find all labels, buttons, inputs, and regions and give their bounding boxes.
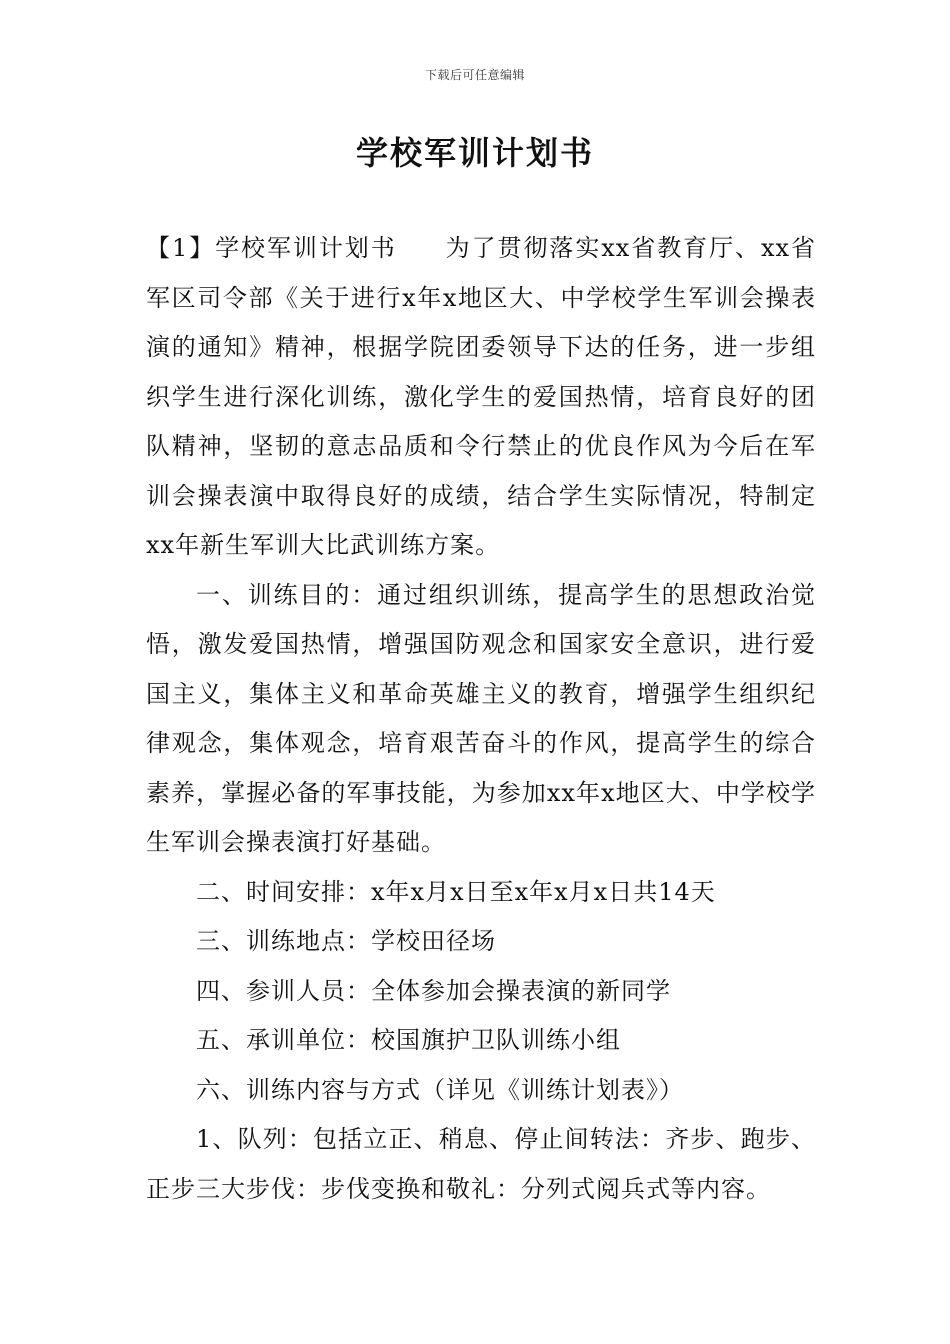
header-note: 下载后可任意编辑 <box>424 68 525 82</box>
section-purpose: 一、训练目的：通过组织训练，提高学生的思想政治觉悟，激发爱国热情，增强国防观念和国家安全意识，进行爱国主义，集体主义和革命英雄主义的教育，增强学生组织纪律观念，集体观念，培育艰苦奋斗的作风，提高学生的综合素养，掌握必备的军事技能，为参加xx年x地区大、中学校学生军训会操表演打好基础。 <box>146 580 816 856</box>
section-drill: 1、队列：包括立正、稍息、停止间转法：齐步、跑步、正步三大步伐：步伐变换和敬礼：分列式阅兵式等内容。 <box>146 1125 816 1203</box>
page-title: 学校军训计划书 <box>355 134 594 172</box>
section-unit: 五、承训单位：校国旗护卫队训练小组 <box>196 1026 621 1054</box>
document-body <box>146 224 816 1214</box>
section-participants: 四、参训人员：全体参加会操表演的新同学 <box>196 976 671 1005</box>
intro-text: 为了贯彻落实xx省教育厅、xx省军区司令部《关于进行x年x地区大、中学校学生军训会操表演的通知》精神，根据学院团委领导下达的任务，进一步组织学生进行深化训练，激化学生的爱国热情，培育良好的团队精神，坚韧的意志品质和令行禁止的优良作风为今后在军训会操表演中取得良好的成绩，结合学生实际情况，特制定xx年新生军训大比武训练方案。 <box>146 234 816 559</box>
section-location: 三、训练地点：学校田径场 <box>196 927 496 955</box>
intro-lead: 【1】学校军训计划书 <box>146 234 397 262</box>
section-schedule: 二、时间安排：x年x月x日至x年x月x日共14天 <box>196 877 716 906</box>
intro-paragraph <box>146 224 816 571</box>
section-content: 六、训练内容与方式（详见《训练计划表》） <box>196 1075 684 1104</box>
